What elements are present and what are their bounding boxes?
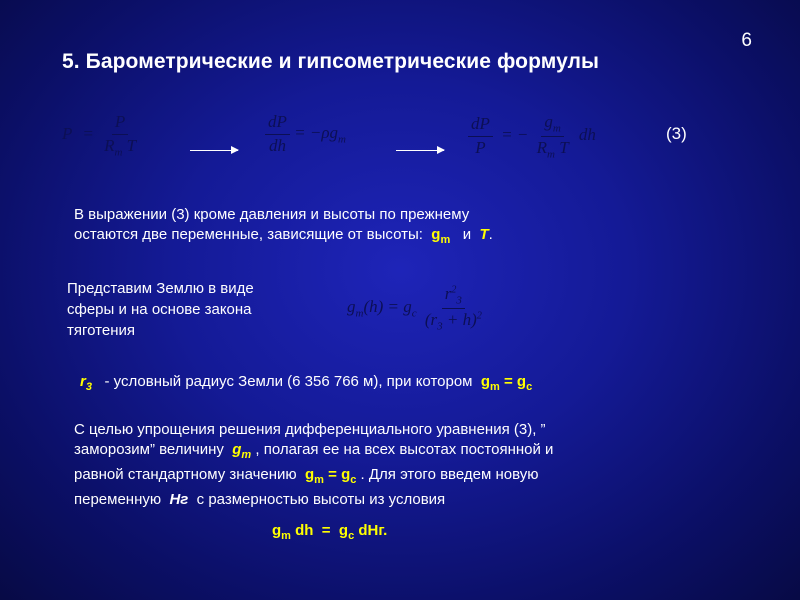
para2-line3: тяготения <box>67 322 135 339</box>
formula1-num: P <box>112 112 128 135</box>
para4-line1: С целью упрощения решения дифференциального уравнения (3), ” <box>74 421 546 438</box>
formula-hydrostatic <box>265 112 346 156</box>
para4-line2: заморозим” величину $g_m$ , полагая ее на всех высотах постоянной и <box>74 441 554 461</box>
formula2-fraction <box>265 112 290 156</box>
final-gm: $g_m$ <box>272 522 291 542</box>
formula3-frac-num: $g_m$ <box>541 112 563 137</box>
para4-line4: переменную Hг с размерностью высоты из условия <box>74 491 446 508</box>
formula3-fraction-right <box>537 112 569 161</box>
formula2-rhs: = $-\rho g_m$ <box>294 122 346 146</box>
arrow-2 <box>392 142 448 160</box>
para4-line3: равной стандартному значению $g_m = g_c$ . Для этого введем новую <box>74 466 539 486</box>
para3-gm-symbol: $g_m$ <box>480 373 500 393</box>
para4-gm-symbol: $g_m$ <box>232 441 252 461</box>
para4-line3-gm: $g_m$ <box>305 466 324 486</box>
formula2-den: dh <box>268 136 286 155</box>
para1-t-symbol: T <box>479 226 489 243</box>
para4-hg-symbol: Hг <box>169 491 189 508</box>
formula4-lhs: $g_m(h) = g_c$ <box>347 297 417 320</box>
para2-line2: сферы и на основе закона <box>67 301 252 318</box>
paragraph-simplification <box>74 420 744 510</box>
formula1-eq: = <box>82 124 94 144</box>
para4-line3-gc: $g_c$ <box>341 466 357 486</box>
para1-g-symbol: $g_m$ <box>431 226 451 246</box>
formula4-den: $(r_3 + h)^2$ <box>424 310 482 333</box>
formula3-tail: dh <box>578 125 596 145</box>
formula2-num: dP <box>265 112 290 135</box>
formula3-num: dP <box>468 114 493 137</box>
formula-barometric-diff <box>468 112 596 161</box>
formula3-den: P <box>475 138 486 158</box>
para1-line2: остаются две переменные, зависящие от высоты: $g_m$ и T. <box>74 226 493 246</box>
slide-title: 5. Барометрические и гипсометрические формулы <box>62 50 600 73</box>
formula4-fraction <box>425 284 482 333</box>
formula3-eq: = − <box>501 125 529 145</box>
paragraph-earth-sphere <box>67 278 327 341</box>
para3-gc-symbol: $g_c$ <box>516 373 533 393</box>
formula-ideal-gas <box>62 112 136 158</box>
formula-gravity-height <box>347 284 482 333</box>
para2-line1: Представим Землю в виде <box>67 280 254 297</box>
para1-line1: В выражении (3) кроме давления и высоты по прежнему <box>74 206 470 223</box>
final-gc: $g_c$ <box>338 522 355 542</box>
formula1-den: $R_m$ T <box>104 136 137 159</box>
formula3-frac-den: $R_m$ T <box>536 138 569 161</box>
formula1-lhs: P <box>62 124 73 144</box>
final-equation: $g_m$ dh = $g_c$ dHг. <box>272 522 388 542</box>
equation-label: (3) <box>666 124 687 143</box>
formula4-num: $r^2_3$ <box>442 284 465 309</box>
paragraph-variables <box>74 205 694 250</box>
paragraph-earth-radius: $r_3$ - условный радиус Земли (6 356 766 м), при котором $g_m = g_c$ <box>80 373 533 393</box>
page-number: 6 <box>741 30 752 51</box>
para3-r-symbol: $r_3$ <box>80 373 92 393</box>
formula1-fraction <box>104 112 136 158</box>
formula3-fraction-left <box>468 114 493 158</box>
arrow-1 <box>186 142 242 160</box>
